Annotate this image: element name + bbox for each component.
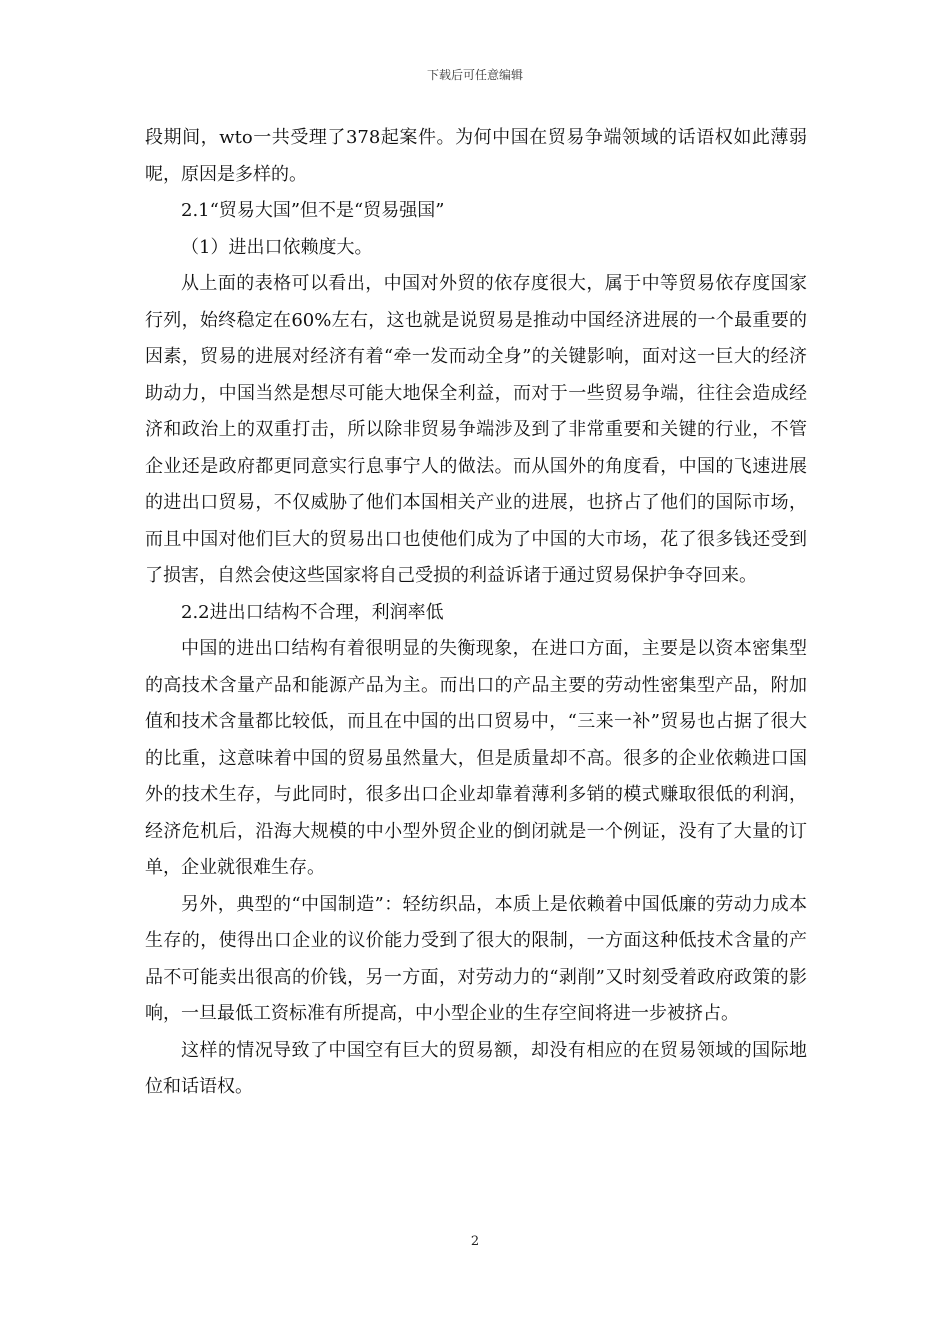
paragraph: 中国的进出口结构有着很明显的失衡现象，在进口方面，主要是以资本密集型的高技术含量产品和能源产品为主。而出口的产品主要的劳动性密集型产品，附加值和技术含量都比较低，而且在中国的出口贸易中，“三来一补”贸易也占据了很大的比重，这意味着中国的贸易虽然量大，但是质量却不高。很多的企业依赖进口国外的技术生存，与此同时，很多出口企业却靠着薄利多销的模式赚取很低的利润，经济危机后，沿海大规模的中小型外贸企业的倒闭就是一个例证，没有了大量的订单，企业就很难生存。 (145, 638, 807, 878)
paragraph: 这样的情况导致了中国空有巨大的贸易额，却没有相应的在贸易领域的国际地位和话语权。 (145, 1039, 807, 1097)
document-body (145, 120, 807, 1106)
header-note: 下载后可任意编辑 (426, 68, 523, 82)
paragraph: 另外，典型的“中国制造”：轻纺织品，本质上是依赖着中国低廉的劳动力成本生存的，使得出口企业的议价能力受到了很大的限制，一方面这种低技术含量的产品不可能卖出很高的价钱，另一方面，对劳动力的“剥削”又时刻受着政府政策的影响，一旦最低工资标准有所提高，中小型企业的生存空间将进一步被挤占。 (145, 893, 807, 1024)
section-heading-2-2: 2.2进出口结构不合理，利润率低 (181, 601, 444, 623)
paragraph: 从上面的表格可以看出，中国对外贸的依存度很大，属于中等贸易依存度国家行列，始终稳定在60%左右，这也就是说贸易是推动中国经济进展的一个最重要的因素，贸易的进展对经济有着“牵一发而动全身”的关键影响，面对这一巨大的经济助动力，中国当然是想尽可能大地保全利益，而对于一些贸易争端，往往会造成经济和政治上的双重打击，所以除非贸易争端涉及到了非常重要和关键的行业，不管企业还是政府都更同意实行息事宁人的做法。而从国外的角度看，中国的飞速进展的进出口贸易，不仅威胁了他们本国相关产业的进展，也挤占了他们的国际市场，而且中国对他们巨大的贸易出口也使他们成为了中国的大市场，花了很多钱还受到了损害，自然会使这些国家将自己受损的利益诉诸于通过贸易保护争夺回来。 (145, 273, 807, 586)
page-number: 2 (470, 1234, 480, 1249)
paragraph-continuation: 段期间，wto一共受理了378起案件。为何中国在贸易争端领域的话语权如此薄弱呢，原因是多样的。 (145, 127, 807, 185)
section-heading-2-1: 2.1“贸易大国”但不是“贸易强国” (181, 200, 445, 221)
subheading-1: （1）进出口依赖度大。 (181, 236, 373, 258)
